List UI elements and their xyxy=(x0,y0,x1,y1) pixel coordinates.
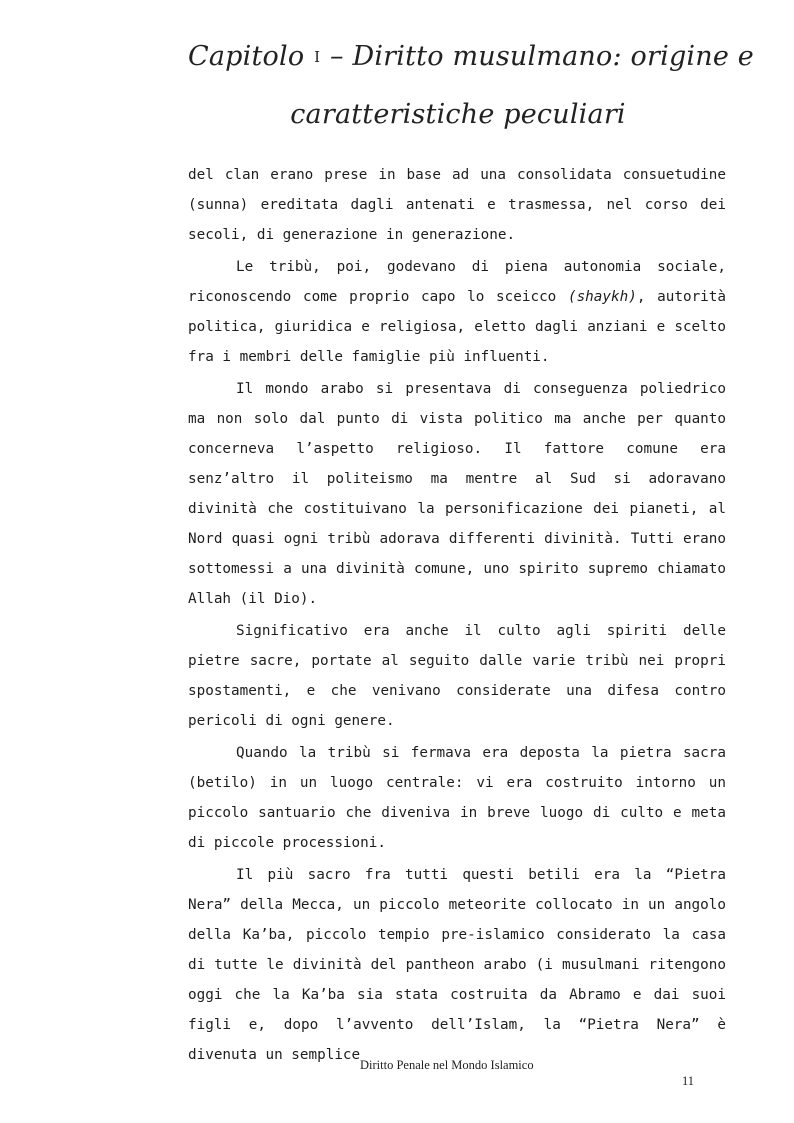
chapter-title-part-1: – Diritto musulmano: origine e xyxy=(321,41,754,72)
paragraph-2-after: , autorità politica, giuridica e religiosa, eletto dagli anziani e scelto fra i membri delle famiglie più influenti. xyxy=(188,289,726,365)
chapter-title-part-2: caratteristiche peculiari xyxy=(290,99,626,130)
paragraph-5: Quando la tribù si fermava era deposta la pietra sacra (betilo) in un luogo centrale: vi era costruito intorno un piccolo santuario che diveniva in breve luogo di culto e meta di piccole processioni. xyxy=(188,745,726,851)
paragraph-6: Il più sacro fra tutti questi betili era la “Pietra Nera” della Mecca, un piccolo meteorite collocato in un angolo della Ka’ba, piccolo tempio pre-islamico considerato la casa di tutte le divinità del pantheon arabo (i musulmani ritengono oggi che la Ka’ba sia stata costruita da Abramo e dai suoi figli e, dopo l’avvento dell’Islam, la “Pietra Nera” è divenuta un semplice xyxy=(188,867,726,1063)
chapter-word: Capitolo xyxy=(188,41,305,72)
paragraph-3: Il mondo arabo si presentava di conseguenza poliedrico ma non solo dal punto di vista politico ma anche per quanto concerneva l’aspetto religioso. Il fattore comune era senz’altro il politeismo ma mentre al Sud si adoravano divinità che costituivano la personificazione dei pianeti, al Nord quasi ogni tribù adorava differenti divinità. Tutti erano sottomessi a una divinità comune, uno spirito supremo chiamato Allah (il Dio). xyxy=(188,381,726,607)
chapter-number: I xyxy=(314,48,321,66)
page-number: 11 xyxy=(682,1074,695,1088)
paragraph-4: Significativo era anche il culto agli spiriti delle pietre sacre, portate al seguito dalle varie tribù nei propri spostamenti, e che venivano considerate una difesa contro pericoli di ogni genere. xyxy=(188,623,726,729)
paragraph-1: del clan erano prese in base ad una consolidata consuetudine (sunna) ereditata dagli antenati e trasmessa, nel corso dei secoli, di generazione in generazione. xyxy=(188,167,726,243)
chapter-header-line-1 xyxy=(188,28,754,86)
paragraph-2 xyxy=(188,252,726,372)
body-text xyxy=(188,160,726,1072)
shaykh-term: (shaykh) xyxy=(567,289,637,305)
footer-book-title: Diritto Penale nel Mondo Islamico xyxy=(360,1058,534,1072)
chapter-header xyxy=(188,28,754,144)
paragraph-2-before: Le tribù, poi, godevano di piena autonomia sociale, riconoscendo come proprio capo lo sceicco xyxy=(188,259,726,305)
